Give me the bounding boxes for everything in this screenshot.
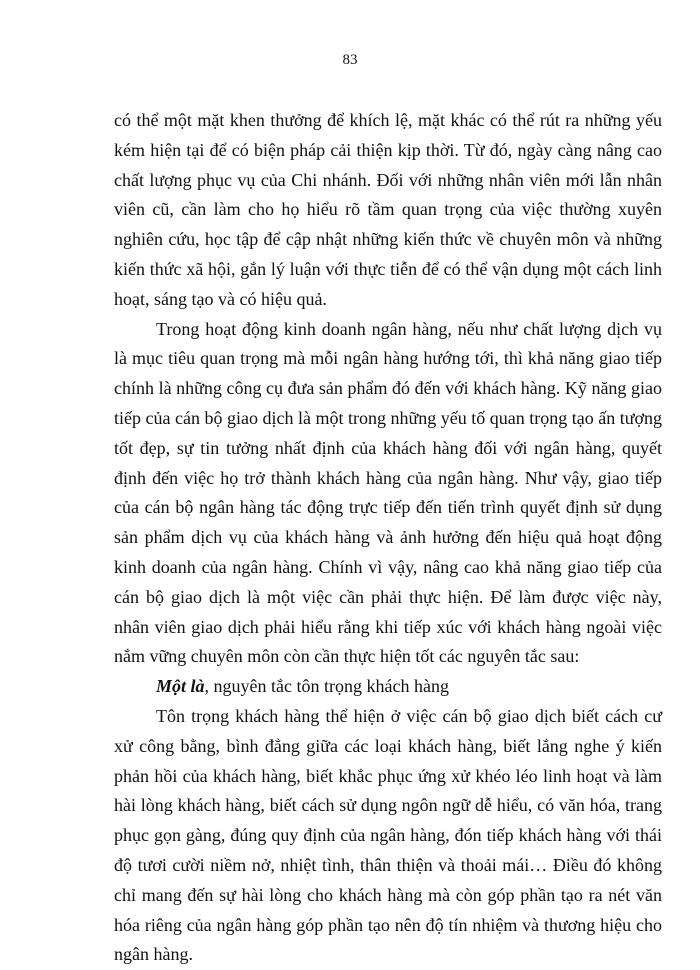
document-body: [114, 106, 662, 970]
paragraph-respect-customers: Tôn trọng khách hàng thể hiện ở việc cán bộ giao dịch biết cách cư xử công bằng, bình đẳng giữa các loại khách hàng, biết lắng nghe ý kiến phản hồi của khách hàng, biết khắc phục ứng xử khéo léo linh hoạt và làm hài lòng khách hàng, biết cách sử dụng ngôn ngữ dễ hiểu, có văn hóa, trang phục gọn gàng, đúng quy định của ngân hàng, đón tiếp khách hàng với thái độ tươi cười niềm nở, nhiệt tình, thân thiện và thoải mái… Điều đó không chỉ mang đến sự hài lòng cho khách hàng mà còn góp phần tạo ra nét văn hóa riêng của ngân hàng góp phần tạo nên độ tín nhiệm và thương hiệu cho ngân hàng.: [114, 705, 662, 965]
paragraph-communication: Trong hoạt động kinh doanh ngân hàng, nếu như chất lượng dịch vụ là mục tiêu quan trọng mà mỗi ngân hàng hướng tới, thì khả năng giao tiếp chính là những công cụ đưa sản phẩm đó đến với khách hàng. Kỹ năng giao tiếp của cán bộ giao dịch là một trong những yếu tố quan trọng tạo ấn tượng tốt đẹp, sự tin tưởng nhất định của khách hàng đối với ngân hàng, quyết định đến việc họ trở thành khách hàng của ngân hàng. Như vậy, giao tiếp của cán bộ ngân hàng tác động trực tiếp đến tiến trình quyết định sử dụng sản phẩm dịch vụ của khách hàng và ảnh hưởng đến hiệu quả hoạt động kinh doanh của ngân hàng. Chính vì vậy, nâng cao khả năng giao tiếp của cán bộ giao dịch là một việc cần phải thực hiện. Để làm được việc này, nhân viên giao dịch phải hiểu rằng khi tiếp xúc với khách hàng ngoài việc nắm vững chuyên môn còn cần thực hiện tốt các nguyên tắc sau:: [114, 318, 662, 667]
paragraph-continuation: có thể một mặt khen thưởng để khích lệ, mặt khác có thể rút ra những yếu kém hiện tại để có biện pháp cải thiện kịp thời. Từ đó, ngày càng nâng cao chất lượng phục vụ của Chi nhánh. Đối với những nhân viên mới lẫn nhân viên cũ, cần làm cho họ hiểu rõ tầm quan trọng của việc thường xuyên nghiên cứu, học tập để cập nhật những kiến thức về chuyên môn và những kiến thức xã hội, gắn lý luận với thực tiễn để có thể vận dụng một cách linh hoạt, sáng tạo và có hiệu quả.: [114, 110, 662, 309]
principle-label: Một là: [156, 676, 205, 697]
principle-text: , nguyên tắc tôn trọng khách hàng: [204, 676, 449, 697]
principle-heading: [114, 672, 662, 702]
page-number: 83: [342, 52, 358, 68]
